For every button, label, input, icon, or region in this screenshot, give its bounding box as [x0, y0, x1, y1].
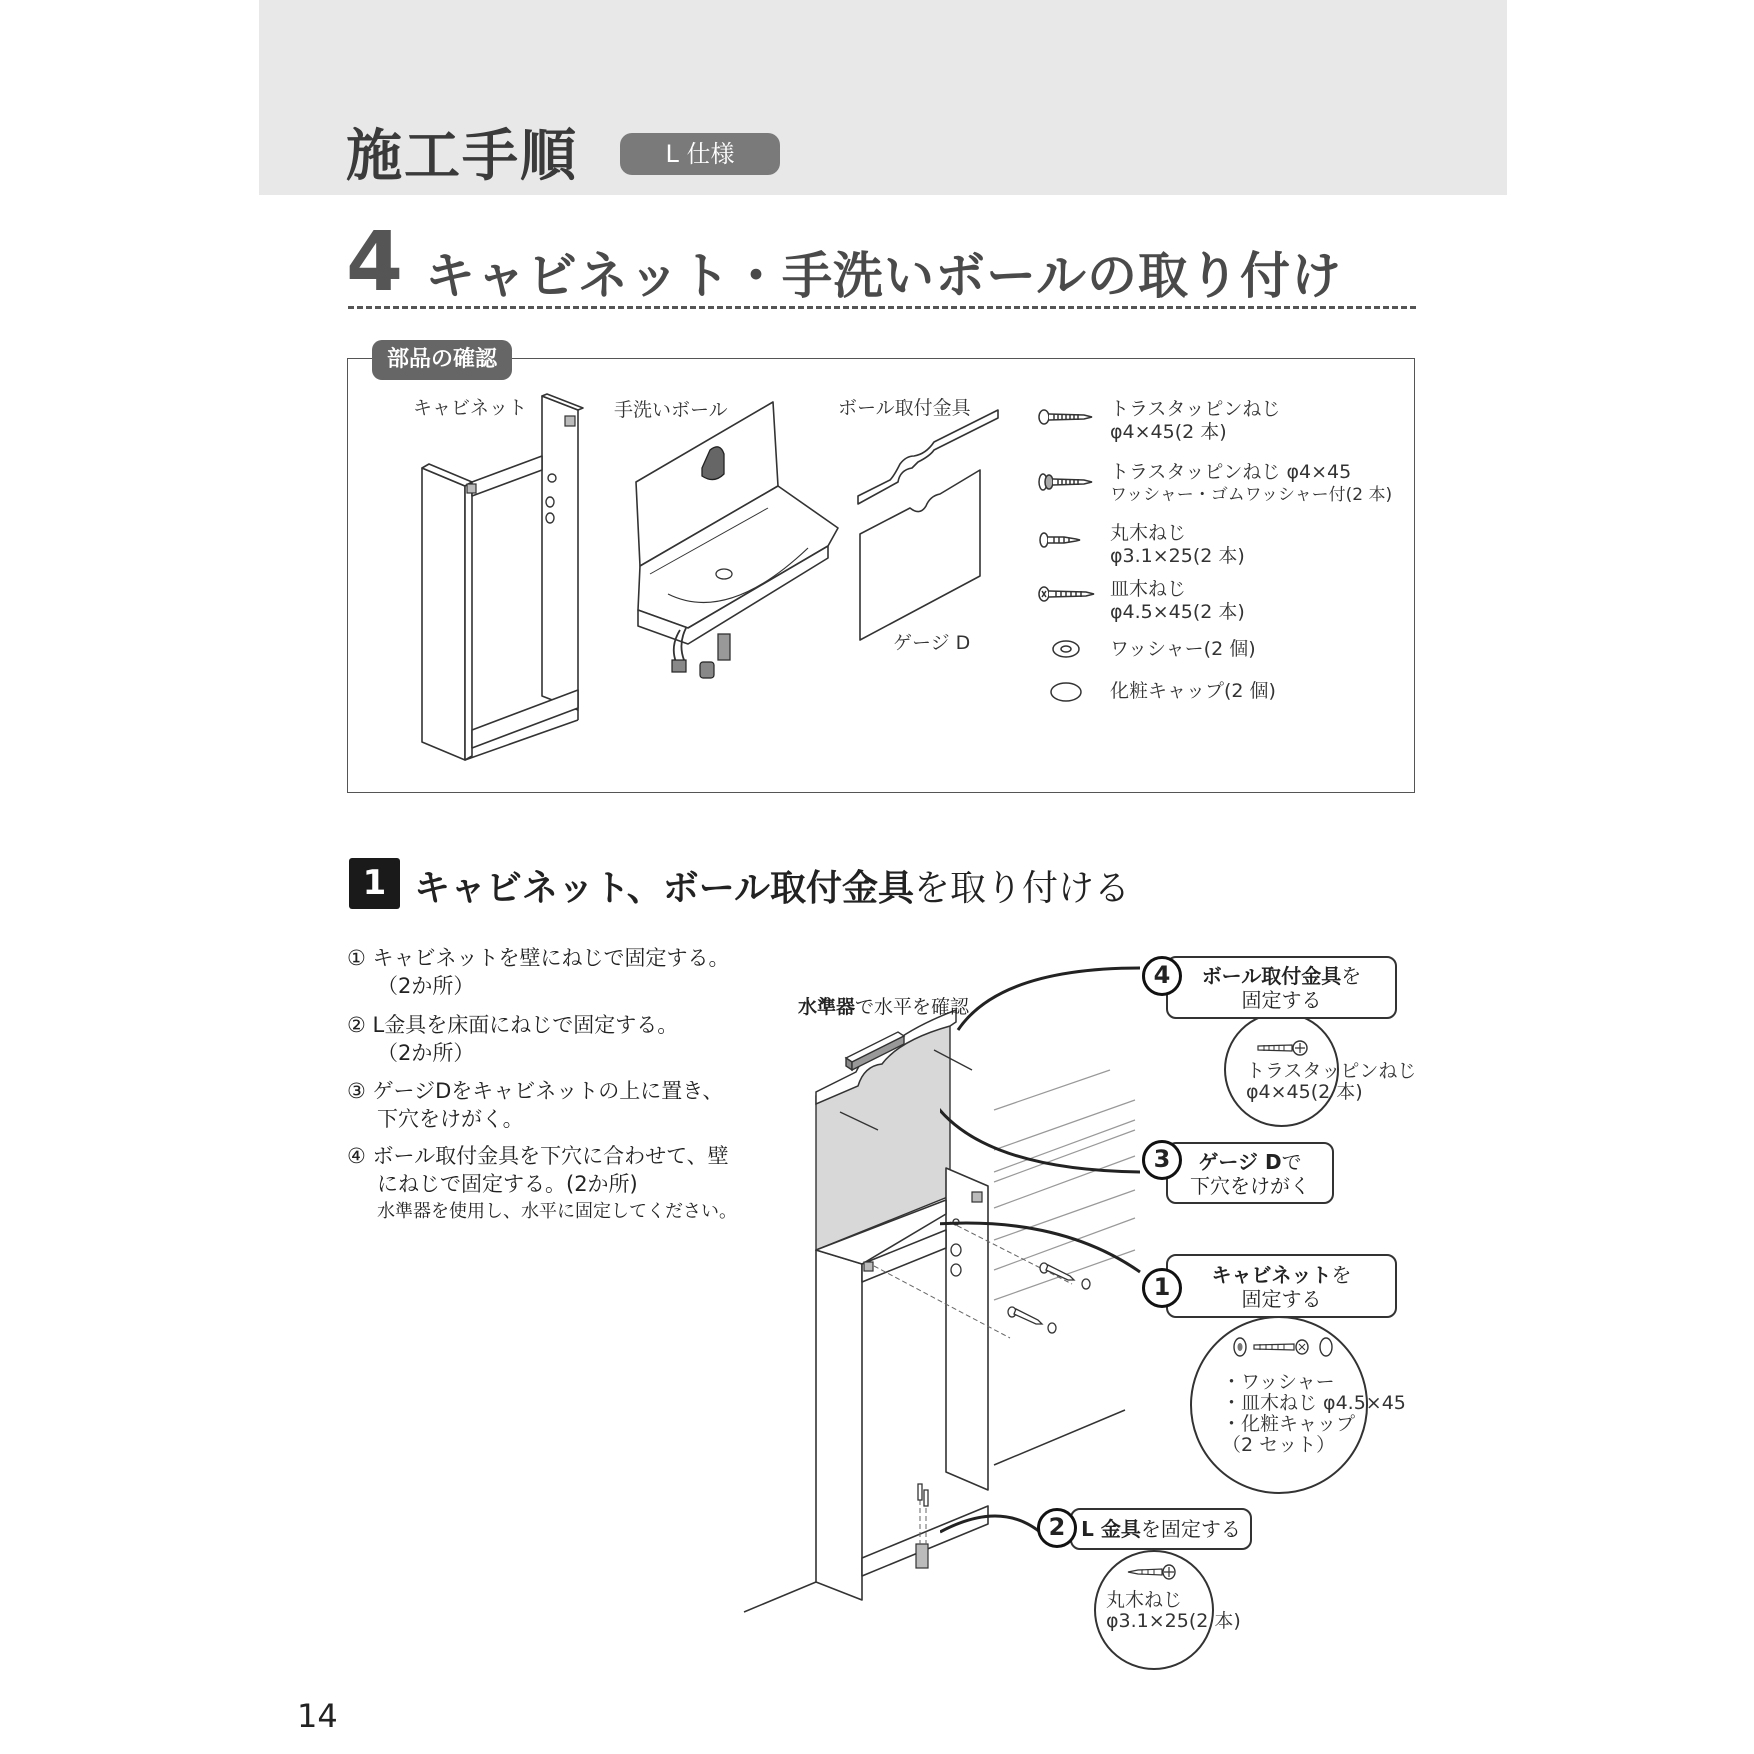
leader-lines [940, 960, 1160, 1560]
step-number-badge: 1 [349, 858, 400, 909]
callout-4-box: ボール取付金具を 固定する [1166, 956, 1397, 1019]
level-tool-label: 水準器で水平を確認 [798, 996, 970, 1018]
section-label: 施工手順 [346, 124, 578, 189]
instruction-2: ② L金具を床面にねじで固定する。 （2か所） [347, 1013, 679, 1065]
callout-number-3: 3 [1142, 1140, 1182, 1180]
parts-item-cap: 化粧キャップ(2 個) [1110, 680, 1276, 702]
parts-item-truss-screw-washer: トラスタッピンねじ φ4×45 ワッシャー・ゴムワッシャー付(2 本) [1110, 461, 1393, 505]
washer-screw-cap-icon [1232, 1336, 1336, 1358]
truss-screw-icon [1256, 1040, 1312, 1056]
cabinet-label: キャビネット [413, 397, 528, 419]
bowl-illustration [628, 398, 843, 683]
cabinet-illustration [415, 390, 595, 780]
parts-item-wood-screw: 丸木ねじ φ3.1×25(2 本) [1110, 522, 1245, 567]
instruction-3: ③ ゲージDをキャビネットの上に置き、 下穴をけがく。 [347, 1079, 724, 1131]
callout-number-2: 2 [1037, 1508, 1077, 1548]
instruction-1: ① キャビネットを壁にねじで固定する。 （2か所） [347, 946, 730, 998]
callout-1-box: キャビネットを 固定する [1166, 1254, 1397, 1318]
gauge-label: ゲージ D [893, 632, 971, 654]
parts-item-flat-wood-screw: 皿木ねじ φ4.5×45(2 本) [1110, 578, 1245, 623]
bracket-gauge-illustration [850, 408, 1010, 648]
callout-number-4: 4 [1142, 956, 1182, 996]
parts-badge: 部品の確認 [372, 340, 512, 380]
bowl-label: 手洗いボール [614, 399, 728, 421]
page-number: 14 [297, 1697, 338, 1735]
instruction-4: ④ ボール取付金具を下穴に合わせて、壁 にねじで固定する。(2か所) 水準器を使用し、水平に固定してください。 [347, 1144, 737, 1222]
callout-3-box: ゲージ Dで 下穴をけがく [1166, 1142, 1334, 1204]
spec-badge: L 仕様 [620, 133, 780, 175]
parts-icons [1036, 402, 1096, 702]
wood-screw-icon [1124, 1564, 1180, 1580]
bracket-label: ボール取付金具 [838, 397, 971, 419]
callout-2-detail: 丸木ねじ φ3.1×25(2 本) [1106, 1589, 1241, 1632]
callout-2-box: L 金具を固定する [1070, 1508, 1252, 1550]
callout-1-detail: ・ワッシャー ・皿木ねじ φ4.5×45 ・化粧キャップ （2 セット） [1222, 1371, 1406, 1456]
parts-item-truss-screw: トラスタッピンねじ φ4×45(2 本) [1110, 398, 1281, 443]
parts-item-washer: ワッシャー(2 個) [1110, 638, 1256, 660]
title-divider [348, 306, 1416, 309]
callout-number-1: 1 [1142, 1268, 1182, 1308]
chapter-number: 4 [346, 215, 404, 310]
chapter-title: キャビネット・手洗いボールの取り付け [425, 247, 1342, 305]
callout-4-detail: トラスタッピンねじ φ4×45(2 本) [1246, 1060, 1417, 1103]
step-title: キャビネット、ボール取付金具を取り付ける [414, 868, 1131, 909]
